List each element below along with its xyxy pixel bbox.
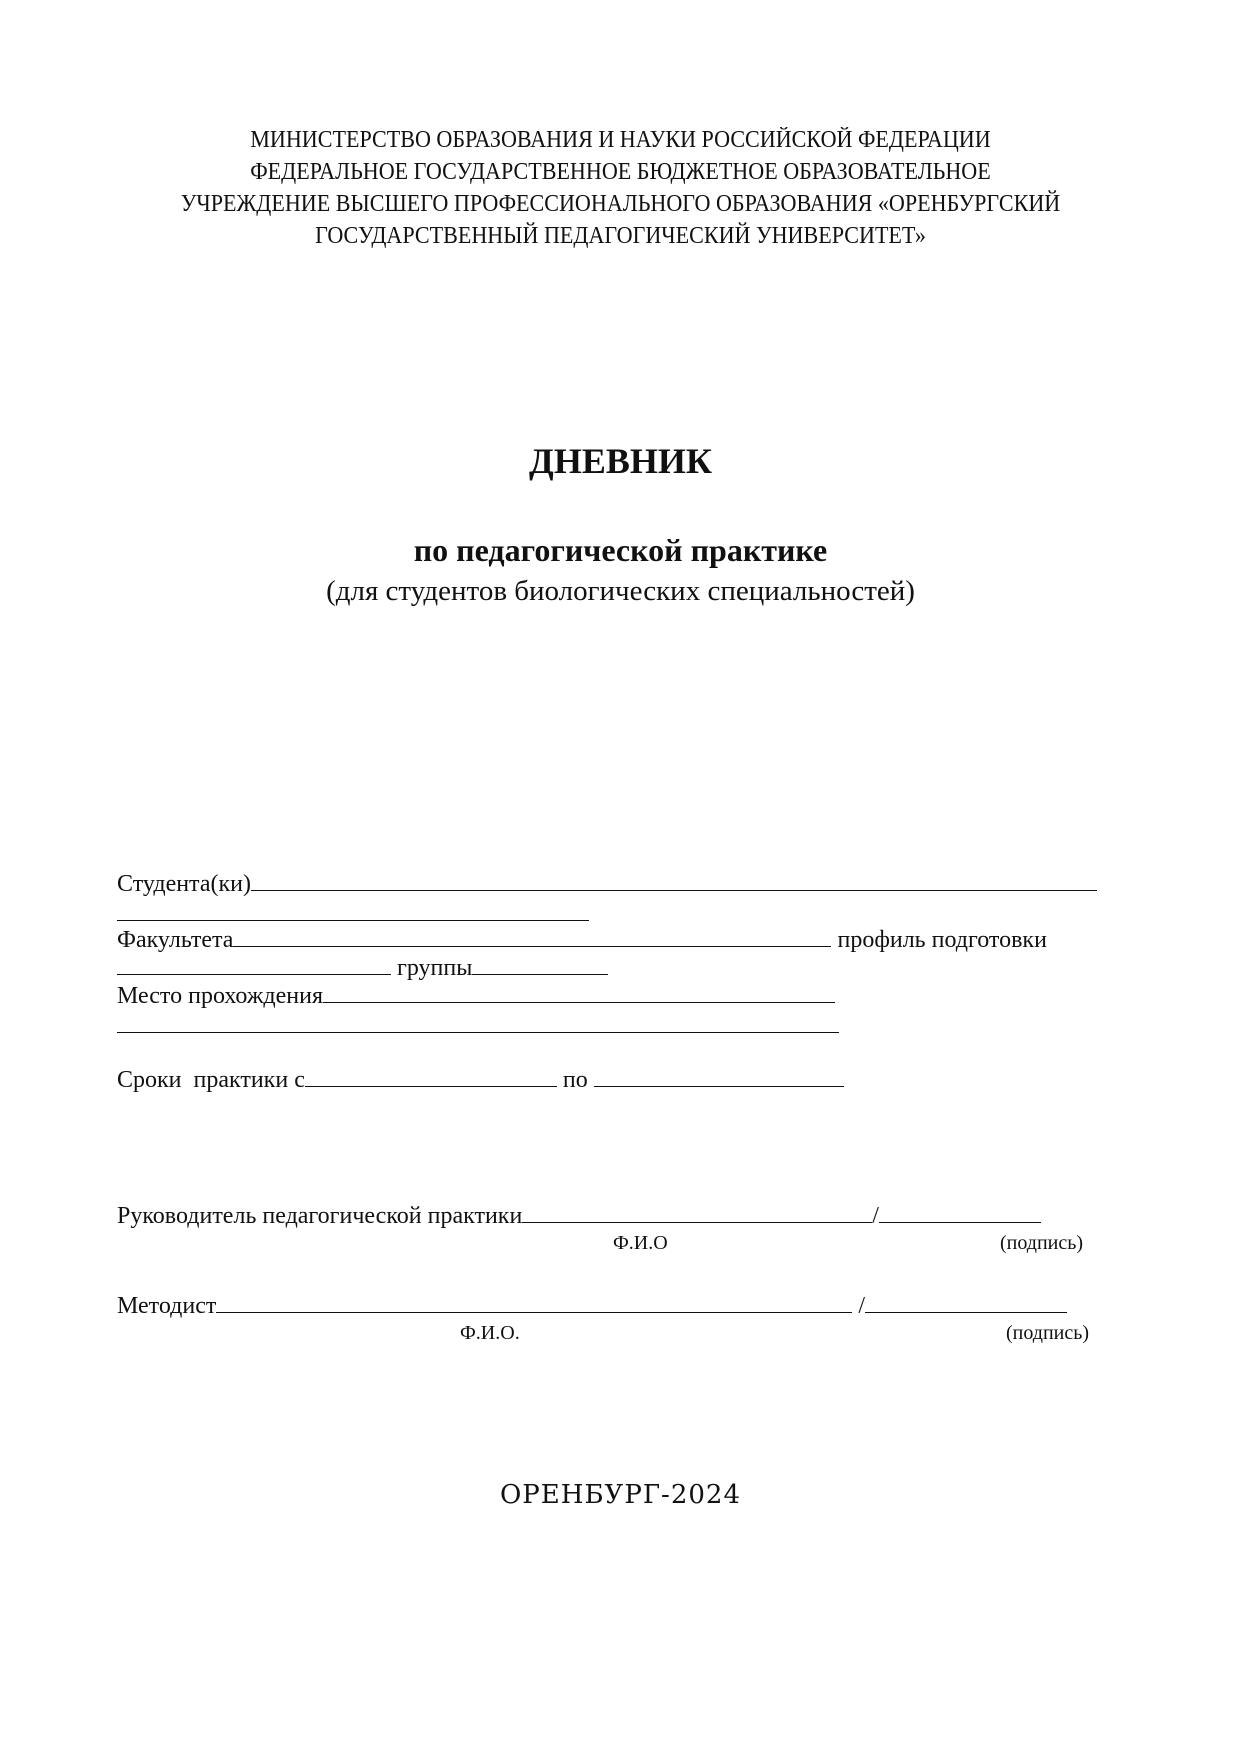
supervisor-label: Руководитель педагогической практики [117, 1203, 523, 1229]
header-line-3: УЧРЕЖДЕНИЕ ВЫСШЕГО ПРОФЕССИОНАЛЬНОГО ОБРАЗОВАНИЯ «ОРЕНБУРГСКИЙ [180, 191, 1061, 217]
student-name-field-continued[interactable] [117, 898, 589, 921]
supervisor-slash: / [872, 1203, 879, 1229]
supervisor-fio-field[interactable] [522, 1200, 872, 1223]
student-name-field[interactable] [251, 868, 1097, 891]
document-subnote: (для студентов биологических специальностей) [326, 575, 915, 607]
student-label: Студента(ки) [117, 871, 251, 897]
faculty-field[interactable] [233, 924, 831, 947]
group-label: группы [397, 955, 473, 981]
methodist-row [117, 1290, 1067, 1320]
city-year: ОРЕНБУРГ-2024 [499, 1480, 742, 1510]
dates-to-label: по [562, 1067, 588, 1093]
place-label: Место прохождения [117, 983, 324, 1009]
profile-group-row [117, 952, 608, 982]
faculty-row [117, 924, 1047, 954]
methodist-fio-caption: Ф.И.О. [460, 1322, 520, 1344]
dates-label: Сроки практики с [117, 1067, 305, 1093]
methodist-fio-field[interactable] [216, 1290, 852, 1313]
header-line-2: ФЕДЕРАЛЬНОЕ ГОСУДАРСТВЕННОЕ БЮДЖЕТНОЕ ОБРАЗОВАТЕЛЬНОЕ [250, 159, 991, 185]
place-row-continued [117, 1010, 839, 1040]
document-title: ДНЕВНИК [529, 441, 712, 481]
methodist-label: Методист [117, 1293, 217, 1319]
supervisor-signature-field[interactable] [879, 1200, 1041, 1223]
group-field[interactable] [472, 952, 608, 975]
header-line-4: ГОСУДАРСТВЕННЫЙ ПЕДАГОГИЧЕСКИЙ УНИВЕРСИТЕТ» [315, 223, 926, 249]
student-row [117, 868, 1097, 898]
supervisor-fio-caption: Ф.И.О [613, 1232, 668, 1254]
faculty-label: Факультета [117, 927, 234, 953]
place-row [117, 980, 835, 1010]
methodist-signature-field[interactable] [865, 1290, 1067, 1313]
document-subtitle: по педагогической практике [413, 532, 828, 568]
profile-label: профиль подготовки [837, 927, 1047, 953]
place-field[interactable] [323, 980, 835, 1003]
header-line-1: МИНИСТЕРСТВО ОБРАЗОВАНИЯ И НАУКИ РОССИЙСКОЙ ФЕДЕРАЦИИ [250, 127, 991, 153]
supervisor-row [117, 1200, 1041, 1230]
profile-field[interactable] [117, 952, 391, 975]
place-field-continued[interactable] [117, 1010, 839, 1033]
supervisor-sign-caption: (подпись) [1000, 1232, 1084, 1254]
institution-header [50, 124, 1192, 252]
date-from-field[interactable] [305, 1064, 557, 1087]
methodist-sign-caption: (подпись) [1006, 1322, 1090, 1344]
dates-row [117, 1064, 844, 1094]
date-to-field[interactable] [594, 1064, 844, 1087]
methodist-slash: / [858, 1293, 866, 1319]
